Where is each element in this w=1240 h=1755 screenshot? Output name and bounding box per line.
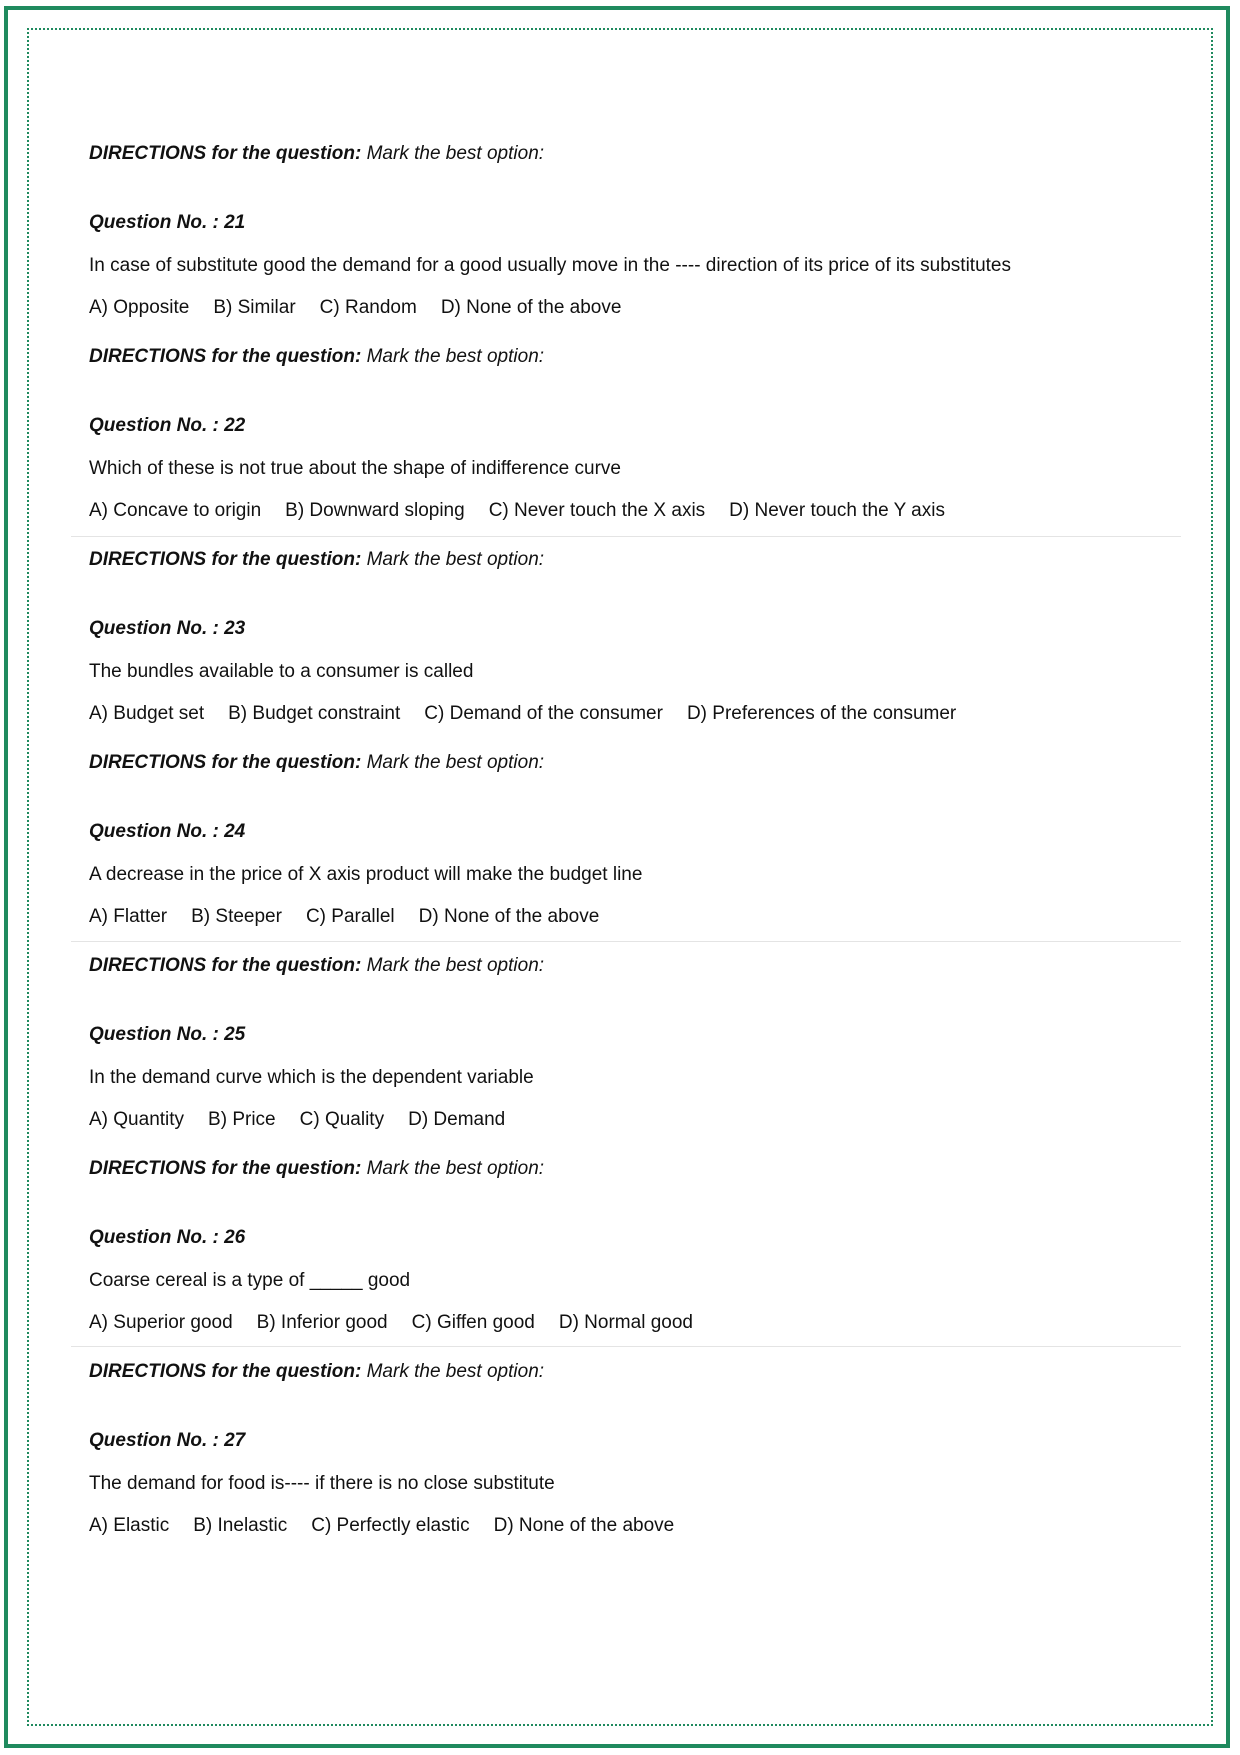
- option-b[interactable]: B) Similar: [213, 297, 296, 318]
- option-b[interactable]: B) Inelastic: [193, 1515, 288, 1536]
- option-b[interactable]: B) Steeper: [191, 906, 282, 927]
- option-d[interactable]: D) Never touch the Y axis: [729, 500, 945, 521]
- directions-line: [89, 955, 544, 977]
- question-number: Question No. : 24: [89, 821, 246, 842]
- directions-line: [89, 1361, 544, 1383]
- option-d[interactable]: D) None of the above: [440, 297, 622, 318]
- question-text: The demand for food is---- if there is no close substitute: [89, 1473, 555, 1494]
- directions-label: DIRECTIONS for the question:: [89, 549, 362, 570]
- option-d[interactable]: D) Demand: [408, 1109, 506, 1130]
- answer-options: [89, 1312, 693, 1334]
- option-a[interactable]: A) Opposite: [89, 297, 190, 318]
- directions-label: DIRECTIONS for the question:: [89, 752, 362, 773]
- answer-options: [89, 906, 599, 928]
- directions-line: [89, 752, 544, 774]
- option-b[interactable]: B) Budget constraint: [228, 703, 401, 724]
- directions-line: [89, 549, 544, 571]
- question-text: In case of substitute good the demand for a good usually move in the ---- direction of its price of its substitutes: [89, 255, 1011, 276]
- option-a[interactable]: A) Concave to origin: [89, 500, 262, 521]
- option-c[interactable]: C) Never touch the X axis: [488, 500, 706, 521]
- directions-text: Mark the best option:: [366, 955, 545, 976]
- directions-text: Mark the best option:: [366, 143, 545, 164]
- answer-options: [89, 297, 621, 319]
- directions-text: Mark the best option:: [366, 1361, 545, 1382]
- option-c[interactable]: C) Demand of the consumer: [424, 703, 663, 724]
- option-c[interactable]: C) Random: [319, 297, 417, 318]
- question-text: In the demand curve which is the dependent variable: [89, 1067, 534, 1088]
- option-d[interactable]: D) Preferences of the consumer: [686, 703, 957, 724]
- directions-line: [89, 143, 544, 165]
- directions-text: Mark the best option:: [366, 752, 545, 773]
- question-text: A decrease in the price of X axis product will make the budget line: [89, 864, 643, 885]
- option-c[interactable]: C) Perfectly elastic: [311, 1515, 470, 1536]
- directions-label: DIRECTIONS for the question:: [89, 143, 362, 164]
- section-divider: [71, 1346, 1181, 1347]
- option-c[interactable]: C) Quality: [299, 1109, 385, 1130]
- answer-options: [89, 1109, 505, 1131]
- option-d[interactable]: D) None of the above: [418, 906, 600, 927]
- option-b[interactable]: B) Downward sloping: [285, 500, 465, 521]
- option-c[interactable]: C) Parallel: [305, 906, 395, 927]
- question-number: Question No. : 23: [89, 618, 246, 639]
- question-number: Question No. : 22: [89, 415, 246, 436]
- question-number: Question No. : 25: [89, 1024, 246, 1045]
- answer-options: [89, 1515, 674, 1537]
- directions-label: DIRECTIONS for the question:: [89, 1158, 362, 1179]
- option-a[interactable]: A) Superior good: [89, 1312, 233, 1333]
- directions-line: [89, 1158, 544, 1180]
- directions-label: DIRECTIONS for the question:: [89, 346, 362, 367]
- question-text: Which of these is not true about the shape of indifference curve: [89, 458, 621, 479]
- option-b[interactable]: B) Price: [208, 1109, 276, 1130]
- directions-text: Mark the best option:: [366, 1158, 545, 1179]
- answer-options: [89, 703, 956, 725]
- question-text: The bundles available to a consumer is called: [89, 661, 474, 682]
- section-divider: [71, 941, 1181, 942]
- question-text: Coarse cereal is a type of _____ good: [89, 1270, 411, 1291]
- option-b[interactable]: B) Inferior good: [256, 1312, 388, 1333]
- option-a[interactable]: A) Elastic: [89, 1515, 170, 1536]
- section-divider: [71, 536, 1181, 537]
- option-a[interactable]: A) Flatter: [89, 906, 168, 927]
- question-number: Question No. : 26: [89, 1227, 246, 1248]
- directions-label: DIRECTIONS for the question:: [89, 955, 362, 976]
- directions-text: Mark the best option:: [366, 346, 545, 367]
- directions-label: DIRECTIONS for the question:: [89, 1361, 362, 1382]
- question-number: Question No. : 27: [89, 1430, 246, 1451]
- option-a[interactable]: A) Quantity: [89, 1109, 185, 1130]
- option-c[interactable]: C) Giffen good: [411, 1312, 535, 1333]
- option-d[interactable]: D) Normal good: [558, 1312, 693, 1333]
- option-d[interactable]: D) None of the above: [493, 1515, 675, 1536]
- answer-options: [89, 500, 945, 522]
- option-a[interactable]: A) Budget set: [89, 703, 205, 724]
- question-number: Question No. : 21: [89, 212, 246, 233]
- directions-text: Mark the best option:: [366, 549, 545, 570]
- directions-line: [89, 346, 544, 368]
